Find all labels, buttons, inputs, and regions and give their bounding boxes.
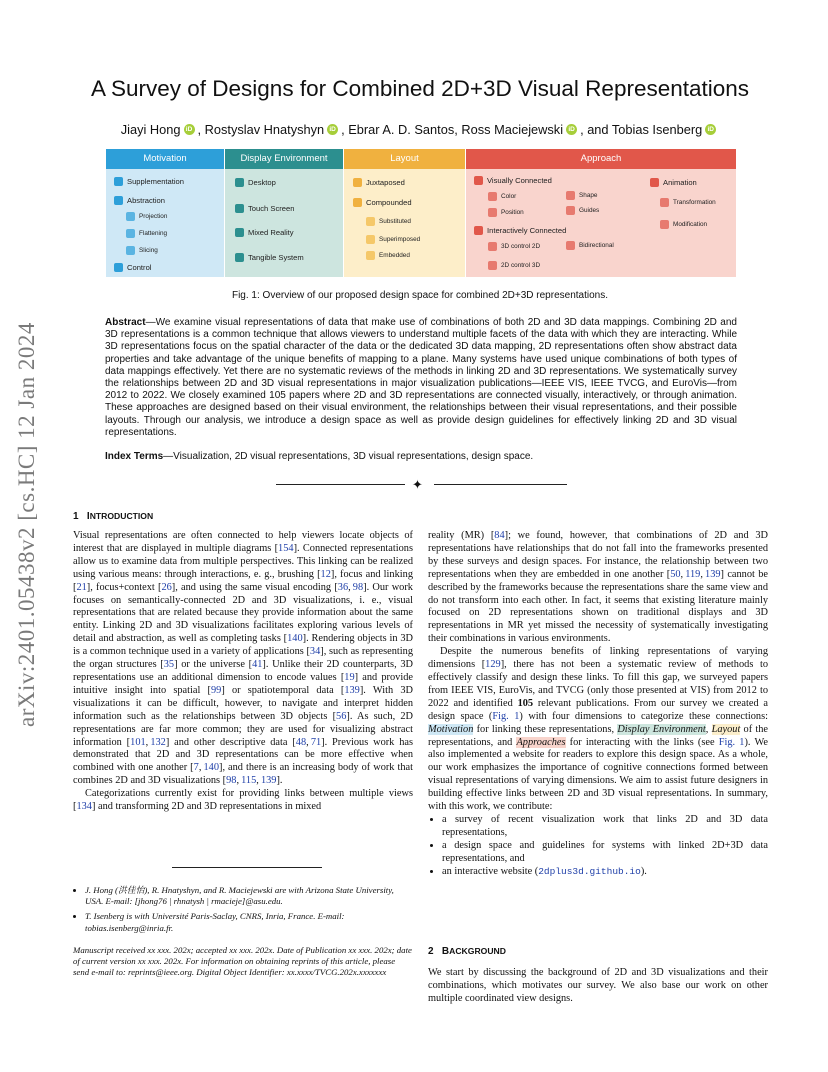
figure-item: Control [114, 263, 151, 272]
left-column-text: Visual representations are often connected to help viewers locate objects of interest that are displayed in multiple diagrams [154]. Connected representations allow us to examine data from multiple perspectives. This linking can be realized using various means: through interactions, e. g., brushing [12], focus and linking [21], focus+context [26], and using the same visual encoding [36, 98]. Our work focuses on semantically-connected 2D and 3D visualizations, i. e., visual representations that are related because they provide information about the same entity. Linking 2D and 3D visualizations facilitates exploring various levels of detail and abstraction, as well as completing tasks [140]. Rendering objects in 3D is a common technique used in a variety of applications [34], such as representing the organ structures [35] or the universe [41]. Unlike their 2D counterparts, 3D representations use an additional dimension to encode values [19] and provide intuitive insight into spatial [99] or spatiotemporal data [139]. With 3D visualizations it can be difficult, however, to navigate and interpret hidden information such as the relationships between 3D objects [56]. As such, 2D representations are far more common; they are used for visualizing abstract information [101, 132] and other descriptive data [48, 71]. Previous work has demonstrated that 2D and 3D representations can be more effective when combined with one another [7, 140], and there is an increasing body of work that combines 2D and 3D visualizations [98, 115, 139]. Categorizations currently exist for providing links between multiple views [134] and transforming 2D and 3D representations in mixed [73, 530, 414, 813]
approach-column [466, 149, 736, 277]
design-space-figure [106, 149, 736, 277]
supplementation-icon [114, 177, 123, 186]
column-header: Approach [466, 149, 736, 169]
author-name: Jiayi Hong [120, 122, 181, 137]
shape-icon [566, 191, 575, 200]
abstract: Abstract—We examine visual representations of data that make use of combinations of both 2D and 3D data mappings. Combining 2D and 3D representations is a common technique that allows viewers to understand multiple facets of the data with which they are interacting. While 3D representations focus on the spatial character of the data or the dedicated 3D data mapping, 2D representations often show abstract data properties and take advantage of the unique benefits of mapping to a plane. Many systems have used unique combinations of both types of data mappings effectively. Yet there are no systematic reviews of the methods in linking 2D and 3D representations. We systematically survey the relationships between 2D and 3D visual representations in major visualization publications—IEEE VIS, IEEE TVCG, and EuroVis—from 2012 to 2022. We closely examined 105 papers where 2D and 3D representations are connected visually, interactively, or through animation. These approaches are designed based on their visual environment, the relationships between their visual representations, and their possible layouts. Through our analysis, we introduce a design space as well as provide design guidelines for effectively linking 2D and 3D visual representations. [105, 317, 737, 438]
guides-icon [566, 206, 575, 215]
motivation-column [106, 149, 224, 277]
figure-item: 3D control 2D [488, 242, 540, 251]
footnote-affiliation: • J. Hong (洪佳怡), R. Hnatyshyn, and R. Maciejewski are with Arizona State University, USA. E-mail: [jhong76 | rhnatysh | rmacieje]@asu.edu. [85, 885, 413, 907]
control-icon [114, 263, 123, 272]
display-environment-column [225, 149, 343, 277]
section-heading-background: 2 BACKGROUND [428, 946, 506, 957]
interactively-connected-icon [474, 226, 483, 235]
figure-item: Tangible System [235, 253, 304, 262]
2d-control-3d-icon [488, 261, 497, 270]
touch-screen-icon [235, 204, 244, 213]
figure-item: Transformation [660, 198, 716, 207]
position-icon [488, 208, 497, 217]
figure-item: Flattening [126, 229, 167, 238]
3d-control-2d-icon [488, 242, 497, 251]
author-name: Ross Maciejewski [461, 122, 564, 137]
color-icon [488, 192, 497, 201]
section-heading-introduction: 1 INTRODUCTION [73, 511, 154, 522]
manuscript-note: Manuscript received xx xxx. 202x; accepted xx xxx. 202x. Date of Publication xx xxx. 202x; date of current version xx xxx. 202x. For information on obtaining reprints of this article, please send e-mail to: reprints@ieee.org. Digital Object Identifier: xx.xxxx/TVCG.202x.xxxxxxx [73, 945, 412, 978]
author-list: Jiayi Hong iD , Rostyslav Hnatyshyn iD , Ebrar A. D. Santos, Ross Maciejewski iD , and Tobias Isenberg iD [60, 122, 780, 137]
orcid-icon[interactable]: iD [327, 124, 338, 135]
figure-item: Shape [566, 191, 597, 200]
figure-item: Visually Connected [474, 176, 552, 185]
figure-item: Animation [650, 178, 697, 187]
figure-item: Interactively Connected [474, 226, 566, 235]
figure-item: 2D control 3D [488, 261, 540, 270]
projection-icon [126, 212, 135, 221]
embedded-icon [366, 251, 375, 260]
figure-item: Modification [660, 220, 707, 229]
figure-caption: Fig. 1: Overview of our proposed design space for combined 2D+3D representations. [231, 290, 609, 301]
modification-icon [660, 220, 669, 229]
figure-item: Color [488, 192, 516, 201]
flattening-icon [126, 229, 135, 238]
tangible-system-icon [235, 253, 244, 262]
website-link[interactable]: 2dplus3d.github.io [538, 865, 641, 877]
arxiv-stamp: arXiv:2401.05438v2 [cs.HC] 12 Jan 2024 [14, 322, 39, 728]
divider-right [434, 484, 567, 485]
footnote-affiliation: • T. Isenberg is with Université Paris-Saclay, CNRS, Inria, France. E-mail: tobias.isenberg@inria.fr. [85, 911, 413, 933]
diamond-ornament: ✦ [412, 477, 423, 492]
author-name: Rostyslav Hnatyshyn [204, 122, 325, 137]
paper-title: A Survey of Designs for Combined 2D+3D Visual Representations [90, 76, 750, 101]
figure-item: Supplementation [114, 177, 184, 186]
bidirectional-icon [566, 241, 575, 250]
orcid-icon[interactable]: iD [184, 124, 195, 135]
superimposed-icon [366, 235, 375, 244]
divider-left [276, 484, 405, 485]
background-text: We start by discussing the background of 2D and 3D visualizations and their combinations, which motivates our survey. We also base our work on other multiple coordinated view designs. [428, 967, 768, 1004]
index-terms: Index Terms—Visualization, 2D visual representations, 3D visual representations, design space. [105, 451, 534, 462]
column-header: Display Environment [225, 149, 343, 169]
figure-item: Touch Screen [235, 204, 294, 213]
layout-column [344, 149, 465, 277]
figure-item: Desktop [235, 178, 276, 187]
figure-item: Mixed Reality [235, 228, 294, 237]
figure-item: Substituted [366, 217, 411, 226]
juxtaposed-icon [353, 178, 362, 187]
compounded-icon [353, 198, 362, 207]
right-column-text: reality (MR) [84]; we found, however, that combinations of 2D and 3D representations have relationships that do not fall into the frameworks presented by these surveys and design spaces. For instance, the relationship between two representations when they are embedded in one another [50, 119, 139] cannot be described by the frameworks because the representations share the same view and do not transform into each other. In fact, it seems that existing literature mainly focused on 2D representations shown on traditional displays and 3D representations in MR yet missed the necessity of systematically investigating their combinations in various environments. Despite the numerous benefits of linking representations of varying dimensions [129], there has not been a systematic review of methods to effectively classify and design these links. To fill this gap, we surveyed papers from IEEE VIS, EuroVis, and TVCG (only those presented at VIS) from 2012 to 2022 and identified 105 relevant publications. From our survey we created a design space (Fig. 1) with four dimensions to categorize these connections: Motivation for linking these representations, Display Environment, Layout of the representations, and Approaches for interacting with the links (see Fig. 1). We also implemented a website for readers to explore this design space. As a whole, our work emphasizes the importance of cognitive connections formed between visual representations of varying dimensions. We aim to assist future designers in building effective links between 2D and 3D visual representations. In summary, with this work, we contribute: • a survey of recent visualization work that links 2D and 3D data representations, • a design space and guidelines for systems with linked 2D+3D data representations, and • an interactive website (2dplus3d.github.io). [428, 530, 768, 878]
abstraction-icon [114, 196, 123, 205]
figure-item: Slicing [126, 246, 158, 255]
orcid-icon[interactable]: iD [566, 124, 577, 135]
figure-item: Bidirectional [566, 241, 614, 250]
author-name: and Tobias Isenberg [587, 122, 703, 137]
transformation-icon [660, 198, 669, 207]
figure-item: Compounded [353, 198, 412, 207]
footnote-rule [172, 867, 322, 868]
animation-icon [650, 178, 659, 187]
figure-item: Guides [566, 206, 599, 215]
figure-item: Embedded [366, 251, 410, 260]
figure-item: Juxtaposed [353, 178, 405, 187]
figure-item: Superimposed [366, 235, 420, 244]
author-name: Ebrar A. D. Santos [348, 122, 455, 137]
mixed-reality-icon [235, 228, 244, 237]
visually-connected-icon [474, 176, 483, 185]
column-header: Layout [344, 149, 465, 169]
slicing-icon [126, 246, 135, 255]
desktop-icon [235, 178, 244, 187]
affiliation-footnotes [73, 885, 413, 934]
substituted-icon [366, 217, 375, 226]
figure-item: Projection [126, 212, 167, 221]
orcid-icon[interactable]: iD [705, 124, 716, 135]
column-header: Motivation [106, 149, 224, 169]
figure-item: Abstraction [114, 196, 165, 205]
figure-item: Position [488, 208, 524, 217]
